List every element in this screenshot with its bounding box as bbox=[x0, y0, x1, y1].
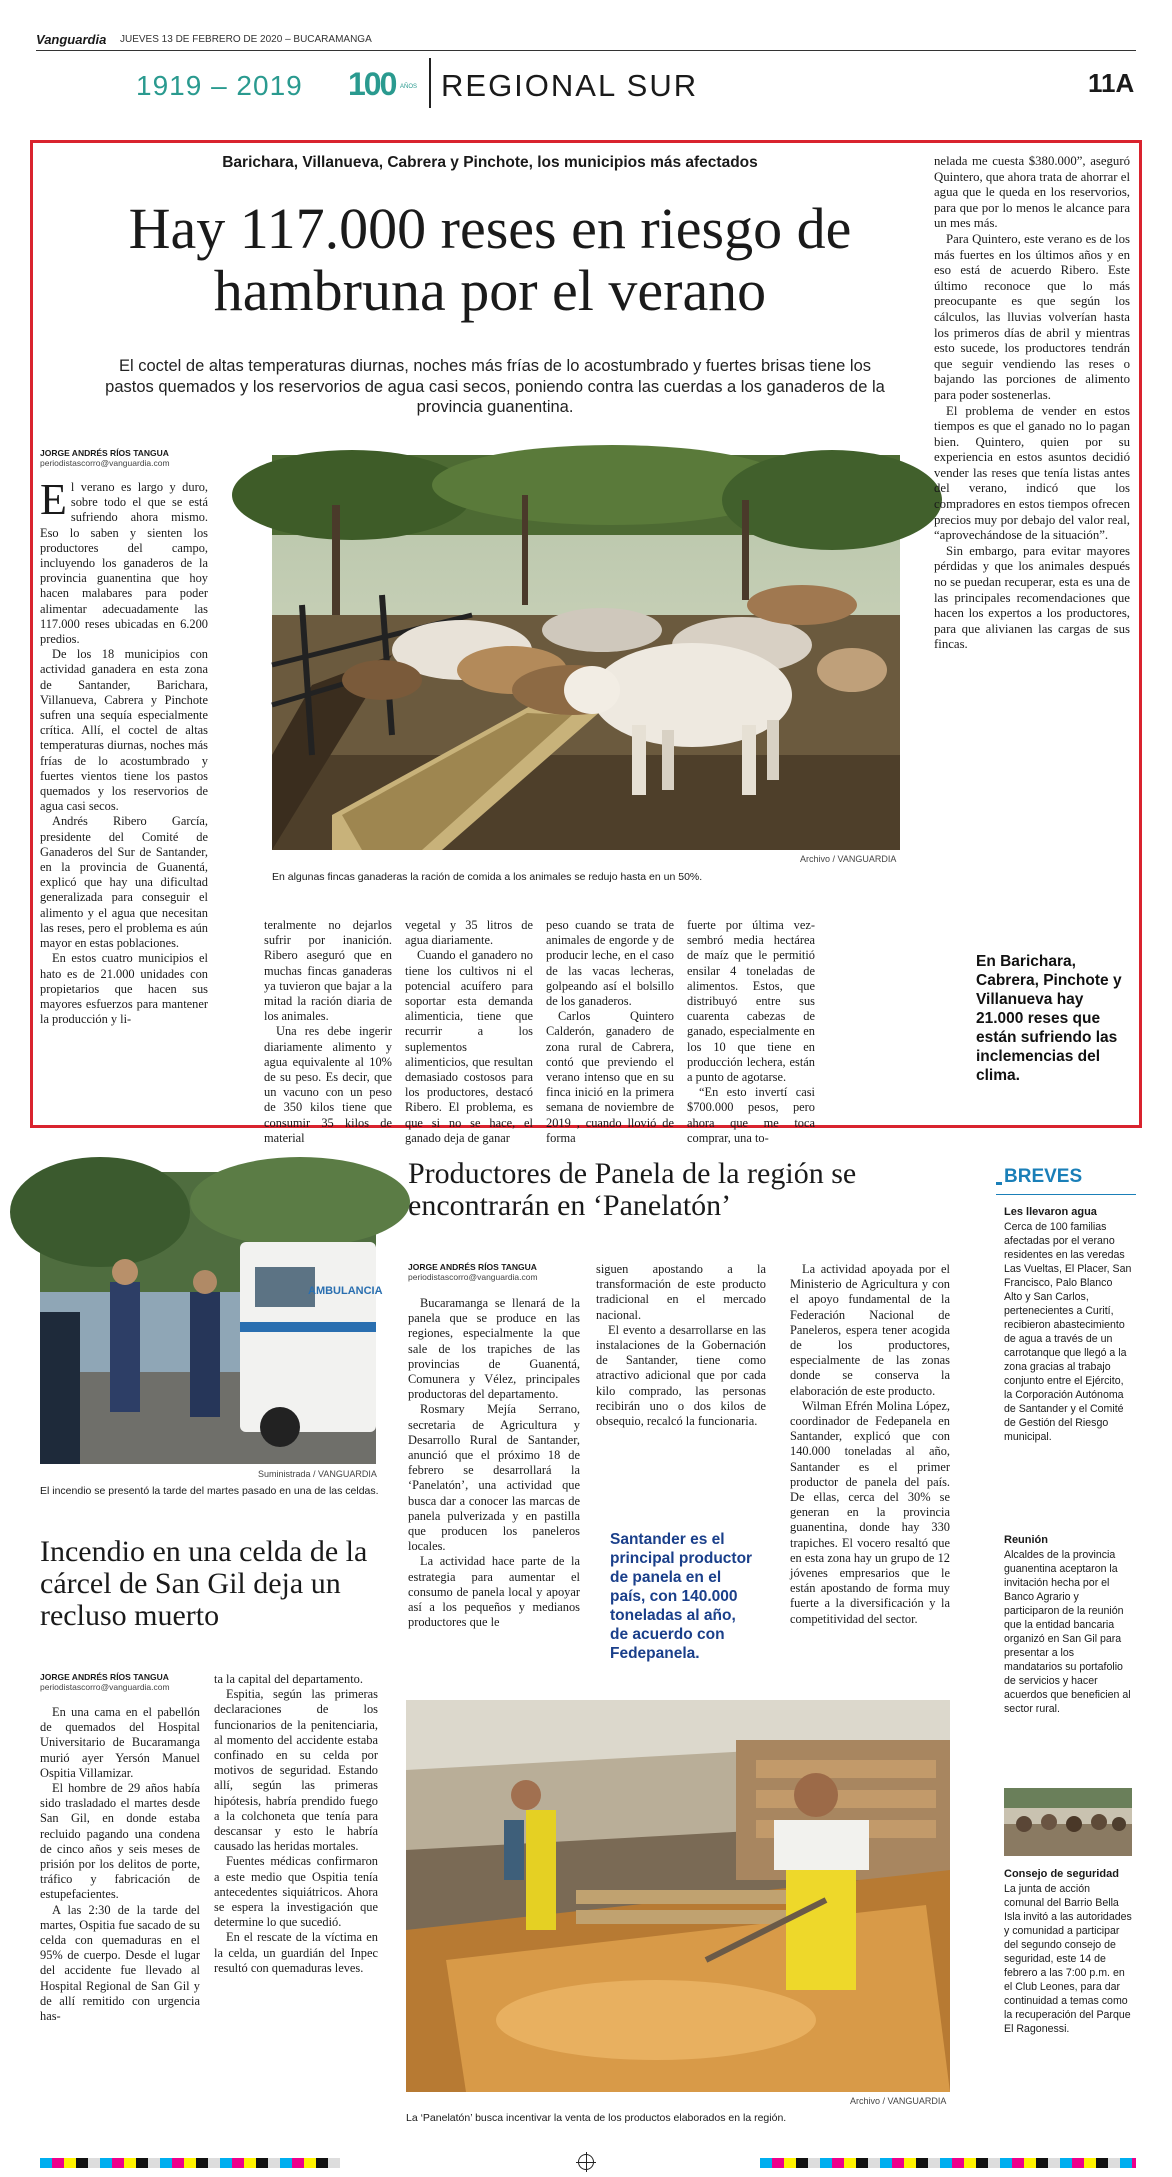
ambulance-photo bbox=[40, 1172, 383, 1464]
lead-deck: El coctel de altas temperaturas diurnas, noches más frías de lo acostumbrado y fuertes brisas tiene los pastos quemados y los reservorios de agua casi secos, poniendo contra las cuerdas a los ganaderos de la provincia guanentina. bbox=[105, 357, 885, 416]
panela-photo bbox=[406, 1700, 950, 2092]
registration-bar-left bbox=[40, 2158, 340, 2168]
registration-bar-right bbox=[760, 2158, 1136, 2168]
anniversary-years: 1919 – 2019 bbox=[136, 70, 303, 101]
fire-headline: Incendio en una celda de la cárcel de San Gil deja un recluso muerto bbox=[40, 1535, 368, 1632]
fire-column-1: En una cama en el pabellón de quemados del Hospital Universitario de Bucaramanga murió ayer Yersón Manuel Ospitia Villamizar. El hombre de 29 años había sido trasladado el martes desde San Gil, en donde estaba recluido pagando una condena de cinco años y seis meses de prisión por los delitos de porte, tráfico y fabricación de estupefacientes. A las 2:30 de la tarde del martes, Ospitia fue sacado de su celda con quemaduras en el 95% de cuerpo. Desde el lugar del accidente fue llevado al Hospital Regional de San Gil y de allí remitido con urgencia has- bbox=[40, 1705, 200, 2024]
breves-marker bbox=[996, 1182, 1002, 1185]
panela-photo-credit: Archivo / VANGUARDIA bbox=[850, 2096, 947, 2106]
breves-item-security: Consejo de seguridad La junta de acción comunal del Barrio Bella Isla invitó a las autoridades y comunidad a participar del segundo consejo de seguridad, este 14 de febrero a las 7:00 p.m. en el Club Leones, para dar continuidad a temas como la recuperación del Parque El Ragonessi. bbox=[1004, 1868, 1132, 2035]
lead-pull-quote: En Barichara, Cabrera, Pinchote y Villanueva hay 21.000 reses que están sufriendo las inclemencias del clima. bbox=[976, 953, 1122, 1084]
panela-pull-quote: Santander es el principal productor de panela en el país, con 140.000 toneladas al año, de acuerdo con Fedepanela. bbox=[610, 1531, 753, 1662]
lead-column-5: fuerte por última vez- sembró media hectárea de maíz que le permitió ensilar 4 toneladas de alimentos. Estos, que distribuyó entre sus cuarenta cabezas de ganado, especialmente en los 10 que tiene en producción lechera, están a punto de agotarse. “En esto invertí casi $700.000 pesos, pero ahora que me toca comprar, una to- bbox=[687, 918, 815, 1145]
lead-column-6: nelada me cuesta $380.000”, aseguró Quintero, que ahora trata de ahorrar el agua que le queda en los reservorios, para que por lo menos le alcance para un mes más. Para Quintero, este verano es de los más fuertes en los últimos años y en eso está de acuerdo Ribero. Este último reconoce que lo más preocupante es que según los cálculos, las lluvias volverían hasta los primeros días de abril y mientras esto sucede, los productores tendrán que seguir vendiendo las reses o bajando las porciones de alimento para poder sostenerlas. El problema de vender en estos tiempos es que el ganado no lo pagan bien. Quintero, quien por su experiencia en estos asuntos decidió vender las reses que tenía listas antes del verano, indicó que los compradores en estos tiempos ofrecen precios muy por debajo del valor real, “aprovechándose de la situación”. Sin embargo, para evitar mayores pérdidas y que los animales después no se puedan recuperar, esta es una de las principales recomendaciones que hacen los expertos a los productores, para que alivianen las cargas de sus fincas. bbox=[934, 154, 1130, 652]
section-title: REGIONAL SUR bbox=[441, 68, 699, 103]
centenary-logo: 100 AÑOS bbox=[348, 66, 418, 102]
brand-name: Vanguardia bbox=[36, 32, 107, 47]
masthead-rule bbox=[36, 50, 1136, 51]
registration-crosshair-icon bbox=[578, 2154, 594, 2170]
lead-headline: Hay 117.000 reses en riesgo de hambruna por el verano bbox=[128, 196, 852, 323]
panela-column-2: siguen apostando a la transformación de este producto tradicional en el mercado nacional. El evento a desarrollarse en las instalaciones de la Gobernación de Santander, tiene como atractivo adicional que por cada kilo comprado, las personas recibirán uno o dos kilos de obsequio, recalcó la funcionaria. bbox=[596, 1262, 766, 1429]
panela-photo-caption: La ‘Panelatón’ busca incentivar la venta de los productos elaborados en la región. bbox=[406, 2112, 787, 2124]
lead-byline: JORGE ANDRÉS RÍOS TANGUA periodistascorro@vanguardia.com bbox=[40, 448, 170, 468]
drop-cap: E bbox=[40, 475, 67, 524]
lead-column-3: vegetal y 35 litros de agua diariamente. Cuando el ganadero no tiene los cultivos ni el potencial acuífero para soportar esta demanda alimenticia, tiene que recurrir a los suplementos alimenticios, que resultan demasiado costosos para los productores, destacó Ribero. El problema, es que si no se hace, el ganado deja de ganar bbox=[405, 918, 533, 1145]
breves-title: BREVES bbox=[1004, 1166, 1083, 1187]
panela-column-1: Bucaramanga se llenará de la panela que se produce en las regiones, especialmente la que sale de los trapiches de las provincias de Guanentá, Comunera y Vélez, principales productoras del departamento. Rosmary Mejía Serrano, secretaria de Agricultura y Desarrollo Rural de Santander, anunció que el próximo 18 de febrero se desarrollará la ‘Panelatón’, una actividad que busca dar a conocer las marcas de panela pulverizada y en pastilla que producen los paneleros locales. La actividad hace parte de la estrategia para aumentar el consumo de panela local y apoyar así a los pequeños y medianos productores que le bbox=[408, 1296, 580, 1630]
breves-item-water: Les llevaron agua Cerca de 100 familias afectadas por el verano residentes en las veredas Las Vueltas, El Placer, San Francisco, Palo Blanco Alto y San Carlos, pertenecientes a Curití, recibieron abastecimiento de agua a través de un carrotanque que llegó a la zona gracias al trabajo conjunto entre el Ejército, la Corporación Autónoma de Santander y el Comité de Gestión del Riesgo municipal. bbox=[1004, 1206, 1132, 1443]
breves-item-meeting: Reunión Alcaldes de la provincia guanentina aceptaron la invitación hecha por el Banco Agrario y participaron de la reunión que la entidad bancaria organizó en San Gil para presentar a los mandatarios su portafolio de servicios y hacer acuerdos que beneficien al sector rural. bbox=[1004, 1534, 1131, 1715]
masthead bbox=[36, 32, 1136, 112]
ambulance-photo-credit: Suministrada / VANGUARDIA bbox=[258, 1469, 377, 1479]
fire-byline: JORGE ANDRÉS RÍOS TANGUA periodistascorro@vanguardia.com bbox=[40, 1672, 170, 1692]
dateline: JUEVES 13 DE FEBRERO DE 2020 – BUCARAMANGA bbox=[120, 34, 372, 45]
lead-column-2: teralmente no dejarlos sufrir por inanición. Ribero aseguró que en muchas fincas ganaderas ya tuvieron que bajar a la mitad la ración diaria de los animales. Una res debe ingerir diariamente alimento y agua equivalente al 10% de su peso. Es decir, que un vacuno con un peso de 350 kilos tiene que consumir 35 kilos de material bbox=[264, 918, 392, 1145]
panela-column-3: La actividad apoyada por el Ministerio de Agricultura y con el apoyo fundamental de la Federación Nacional de Paneleros, espera tener acogida de los productores, especialmente de las zonas donde se conserva la elaboración de este producto. Wilman Efrén Molina López, coordinador de Fedepanela en Santander, explicó que con 140.000 toneladas al año, Santander es el primer productor de panela del país. De ellas, cerca del 30% se generan en la provincia guanentina, donde hay 330 trapiches. El vocero resaltó que en esta zona hay un grupo de 12 jóvenes empresarios que le están apostando de forma muy fuerte a la diversificación y la competitividad del sector. bbox=[790, 1262, 950, 1626]
cattle-photo-credit: Archivo / VANGUARDIA bbox=[800, 854, 897, 864]
masthead-divider bbox=[429, 58, 431, 108]
fire-column-2: ta la capital del departamento. Espitia, según las primeras declaraciones de los funcionarios de la penitenciaria, al momento del accidente estaba confinado en su celda por motivos de seguridad. Estando allí, según las primeras hipótesis, habría prendido fuego a la colchoneta que tenía para descansar y esto le habría causado las heridas mortales. Fuentes médicas confirmaron a este medio que Ospitia tenía antecedentes siquiátricos. Ahora se espera la investigación que determine lo que sucedió. En el rescate de la víctima en la celda, un guardián del Inpec resultó con quemaduras leves. bbox=[214, 1672, 378, 1975]
breves-rule bbox=[996, 1194, 1136, 1195]
panela-byline: JORGE ANDRÉS RÍOS TANGUA periodistascorro@vanguardia.com bbox=[408, 1262, 538, 1282]
meeting-photo bbox=[1004, 1788, 1132, 1856]
breves-sidebar bbox=[996, 1162, 1136, 2142]
lead-kicker: Barichara, Villanueva, Cabrera y Pinchote, los municipios más afectados bbox=[222, 154, 758, 171]
cattle-photo bbox=[272, 455, 900, 850]
lead-column-4: peso cuando se trata de animales de engorde y de producir leche, en el caso de las vacas lecheras, golpeando así el bolsillo de los ganaderos. Carlos Quintero Calderón, ganadero de zona rural de Cabrera, contó que previendo el verano intenso que en su finca inició en la primera semana de noviembre de 2019 , cuando llovió de forma bbox=[546, 918, 674, 1145]
ambulance-photo-caption: El incendio se presentó la tarde del martes pasado en una de las celdas. bbox=[40, 1485, 379, 1497]
cattle-photo-caption: En algunas fincas ganaderas la ración de comida a los animales se redujo hasta en un 50%. bbox=[272, 871, 703, 883]
page-number: 11A bbox=[1088, 68, 1135, 98]
ambulance-label: AMBULANCIA bbox=[308, 1285, 383, 1297]
lead-column-1: El verano es largo y duro, sobre todo el que se está sufriendo ahora mismo. Eso lo saben y sienten los productores del campo, incluyendo los ganaderos de la provincia guanentina que hoy hacen malabares para poder alimentar adecuadamente las 117.000 reses ubicadas en 6.200 predios. De los 18 municipios con actividad ganadera en esta zona de Santander, Barichara, Villanueva, Cabrera y Pinchote sufren una sequía especialmente crítica. Allí, el coctel de altas temperaturas diurnas, noches más frías de lo acostumbrado y fuertes vientos tiene los pastos quemados y los reservorios de agua casi secos. Andrés Ribero García, presidente del Comité de Ganaderos del Sur de Santander, en la provincia de Guanentá, explicó que hay una dificultad generalizada para conseguir el alimento y el agua que necesitan las reses, pero el problema es aún mayor en estas poblaciones. En estos cuatro municipios el hato es de 21.000 unidades con propietarios que hacen sus mayores esfuerzos para mantener la producción y li- bbox=[40, 475, 208, 1027]
panela-headline: Productores de Panela de la región se encontrarán en ‘Panelatón’ bbox=[408, 1157, 857, 1222]
